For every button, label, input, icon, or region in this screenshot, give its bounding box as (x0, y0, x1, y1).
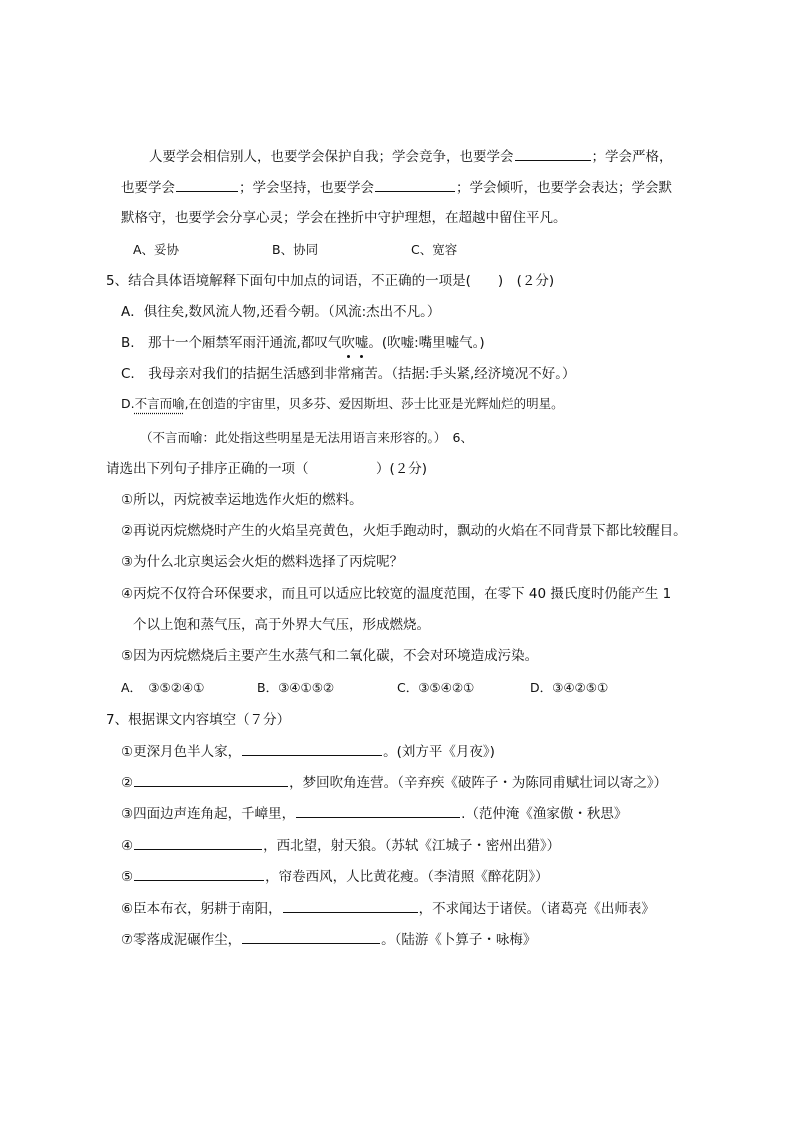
item-text: ④ (121, 838, 134, 854)
answer-blank[interactable] (375, 177, 455, 192)
q5-option-b (121, 333, 485, 353)
passage-text: 也要学会 (121, 180, 175, 196)
dotted-phrase-text: 不言而喻 (134, 396, 185, 411)
passage-text: 人要学会相信别人，也要学会保护自我；学会竞争，也要学会 (149, 149, 514, 165)
answer-blank[interactable] (176, 177, 238, 192)
q6-sentence-3: ③为什么北京奥运会火炬的燃料选择了丙烷呢？ (121, 554, 404, 570)
option-text: 。(吹嘘:嘴里嘘气。) (368, 335, 485, 351)
q7-item-7 (121, 929, 536, 950)
q7-item-4 (121, 835, 560, 856)
q6-stem: 请选出下列句子排序正确的一项（ ）(２分) (106, 461, 428, 477)
q5-note: （不言而喻：此处指这些明星是无法用语言来形容的。） 6、 (140, 430, 473, 445)
dotted-phrase (135, 396, 185, 411)
passage-line-3 (121, 208, 567, 228)
q6-sentence-4-cont: 个以上饱和蒸气压，高于外界大气压，形成燃烧。 (133, 617, 430, 633)
item-text: ，帘卷西风，人比黄花瘦。（李清照《醉花阴》） (265, 869, 549, 885)
answer-blank[interactable] (134, 772, 288, 787)
option-text: D. (121, 396, 135, 411)
answer-blank[interactable] (283, 898, 418, 913)
item-text: ⑦零落成泥碾作尘， (121, 932, 242, 948)
q5-option-a: A．俱往矣,数风流人物,还看今朝。（风流:杰出不凡。） (121, 304, 441, 320)
q5-stem: 5、结合具体语境解释下面句中加点的词语，不正确的一项是( ) (２分) (106, 273, 555, 289)
passage-text: ；学会坚持，也要学会 (239, 180, 374, 196)
answer-blank[interactable] (242, 929, 380, 944)
q6-sentence-5: ⑤因为丙烷燃烧后主要产生水蒸气和二氧化碳，不会对环境造成污染。 (121, 648, 539, 664)
answer-blank[interactable] (134, 866, 264, 881)
passage-text: 默格守，也要学会分享心灵；学会在挫折中守护理想，在超越中留住平凡。 (121, 210, 567, 226)
q6-option-c: C．③⑤④②① (397, 680, 475, 695)
item-text: 。（陆游《卜算子・咏梅》 (381, 932, 537, 948)
answer-blank[interactable] (515, 146, 591, 161)
q6-option-b: B．③④①⑤② (257, 680, 335, 695)
answer-blank[interactable] (134, 835, 262, 850)
q5-option-c: C. 我母亲对我们的拮据生活感到非常痛苦。（拮据:手头紧,经济境况不好。） (121, 366, 576, 382)
item-text: ①更深月色半人家， (121, 744, 242, 760)
passage-text: ；学会严格， (591, 149, 673, 165)
answer-blank[interactable] (296, 803, 460, 818)
dotted-char: 嘘 (354, 335, 369, 351)
passage-option-c: C、宽容 (411, 242, 458, 257)
passage-option-a: A、妥协 (133, 242, 180, 257)
q7-item-5 (121, 866, 549, 887)
q6-sentence-4: ④丙烷不仅符合环保要求，而且可以适应比较宽的温度范围，在零下 40 摄氏度时仍能产生 1 (121, 586, 672, 602)
q7-item-2 (121, 772, 667, 793)
item-text: .（范仲淹《渔家傲・秋思》 (461, 806, 628, 822)
item-text: ② (121, 775, 134, 791)
q6-option-a: A． ③⑤②④① (121, 680, 205, 695)
item-text: ，西北望，射天狼。（苏轼《江城子・密州出猎》） (263, 838, 561, 854)
item-text: 。(刘方平《月夜》) (383, 744, 495, 760)
option-text: B. 那十一个厢禁军雨汗通流,都叹气 (121, 335, 342, 351)
passage-line-2 (121, 177, 672, 198)
item-text: ⑤ (121, 869, 134, 885)
dotted-char: 吹 (341, 335, 355, 351)
q7-item-3 (121, 803, 627, 824)
answer-blank[interactable] (242, 741, 382, 756)
item-text: ③四面边声连角起，千嶂里， (121, 806, 296, 822)
q6-option-d: D．③④②⑤① (530, 680, 609, 695)
passage-line-1 (149, 146, 673, 167)
item-text: ，梦回吹角连营。（辛弃疾《破阵子・为陈同甫赋壮词以寄之》） (289, 775, 668, 791)
item-text: ，不求闻达于诸侯。（诸葛亮《出师表》 (418, 901, 655, 917)
q7-stem: 7、根据课文内容填空（７分） (106, 712, 291, 728)
q7-item-6 (121, 898, 655, 919)
item-text: ⑥臣本布衣，躬耕于南阳， (121, 901, 282, 917)
q6-sentence-2: ②再说丙烷燃烧时产生的火焰呈亮黄色，火炬手跑动时，飘动的火焰在不同背景下都比较醒目。 (121, 523, 687, 539)
q5-option-d (121, 394, 564, 414)
passage-option-b: B、协同 (272, 242, 319, 257)
passage-text: ；学会倾听，也要学会表达；学会默 (456, 180, 672, 196)
q6-sentence-1: ①所以，丙烷被幸运地选作火炬的燃料。 (121, 492, 363, 508)
q7-item-1 (121, 741, 495, 762)
option-text: ,在创造的宇宙里，贝多芬、爱因斯坦、莎士比亚是光辉灿烂的明星。 (184, 396, 564, 411)
